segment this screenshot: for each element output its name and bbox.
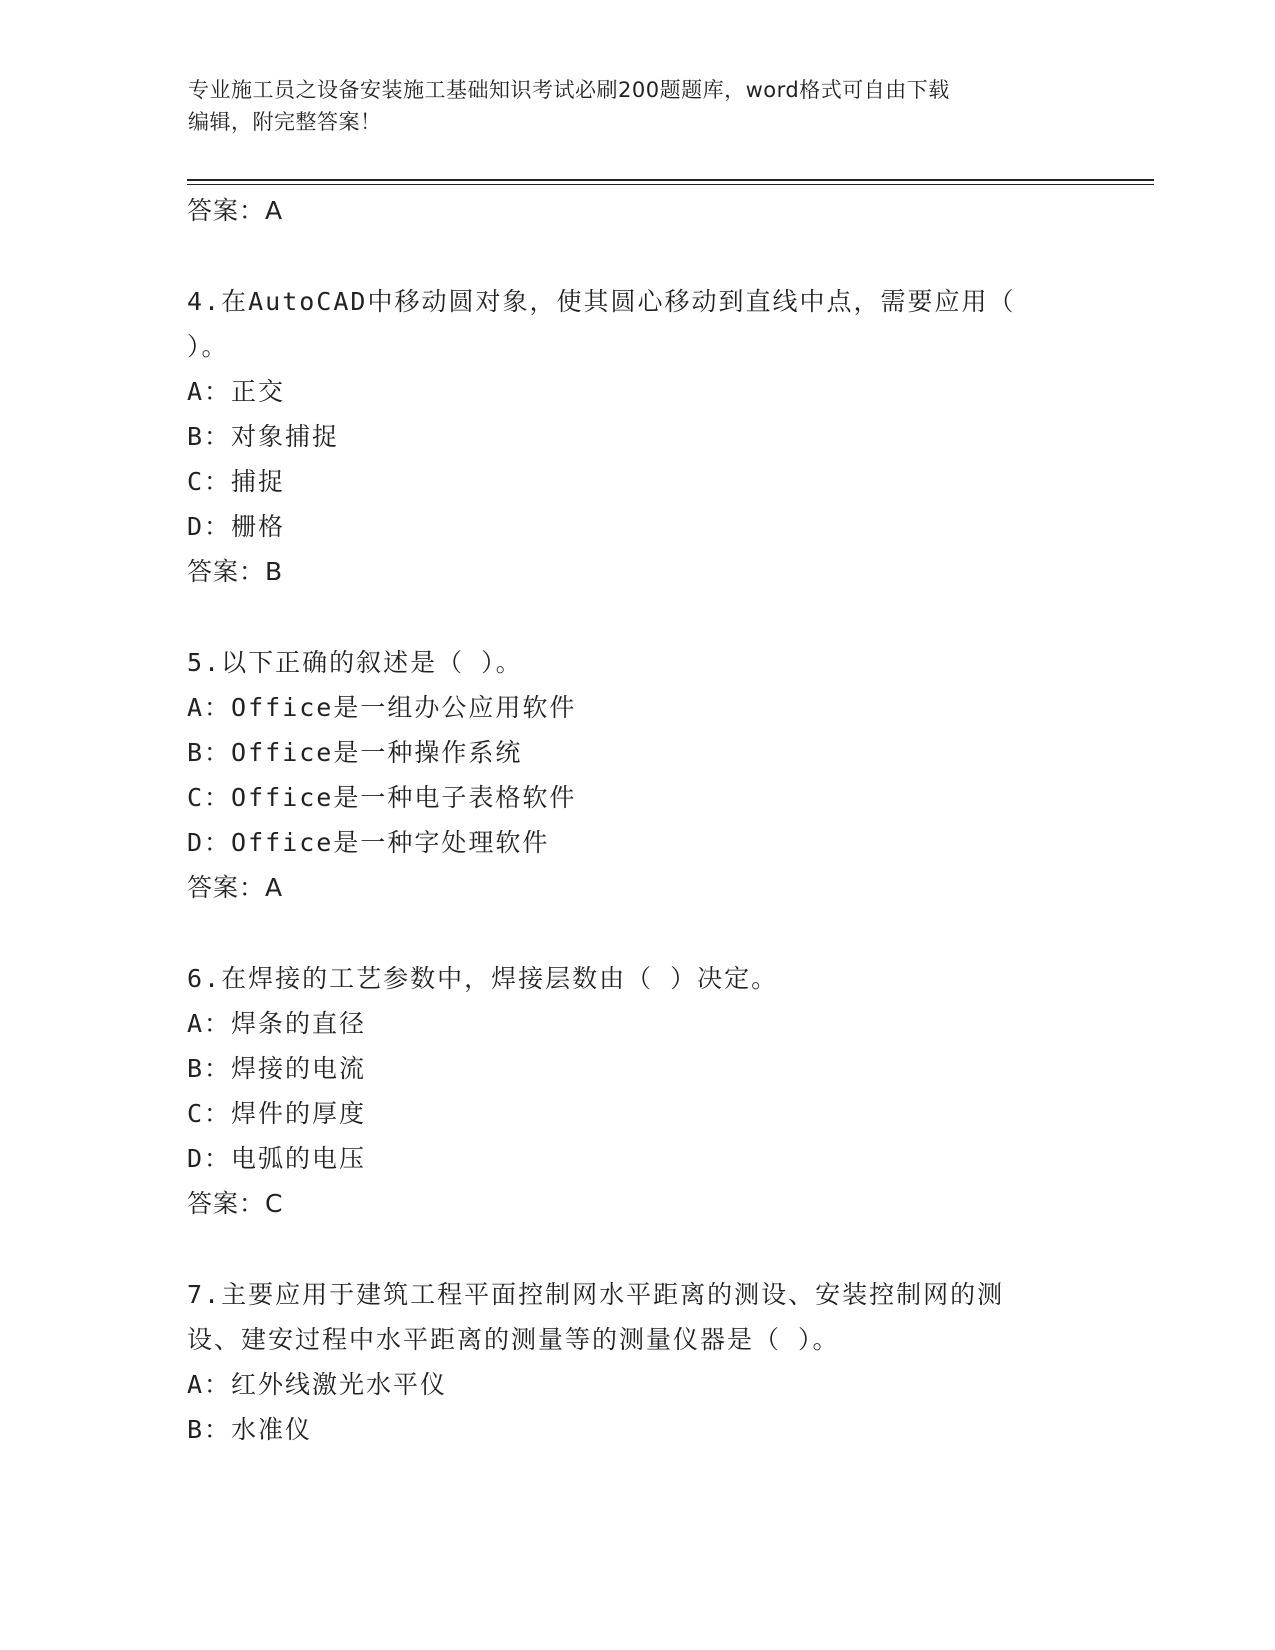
option-c: C：焊件的厚度 — [187, 1099, 367, 1128]
question-5 — [187, 640, 1087, 910]
document-header — [188, 74, 1068, 138]
option-a: A：正交 — [187, 377, 286, 406]
question-7 — [187, 1272, 1087, 1452]
option-d: D：栅格 — [187, 512, 286, 541]
previous-answer: 答案：A — [187, 196, 284, 225]
option-a: A：红外线激光水平仪 — [187, 1370, 448, 1399]
option-c: C：Office是一种电子表格软件 — [187, 783, 577, 812]
question-stem-line: 7.主要应用于建筑工程平面控制网水平距离的测设、安装控制网的测 — [187, 1280, 1005, 1309]
header-line-1: 专业施工员之设备安装施工基础知识考试必刷200题题库，word格式可自由下载 — [188, 78, 950, 102]
question-stem-line: 设、建安过程中水平距离的测量等的测量仪器是（ ）。 — [187, 1325, 840, 1354]
option-d: D：Office是一种字处理软件 — [187, 828, 550, 857]
option-b: B：焊接的电流 — [187, 1054, 367, 1083]
option-d: D：电弧的电压 — [187, 1144, 367, 1173]
question-list — [187, 188, 1087, 1452]
answer: 答案：A — [187, 873, 284, 902]
question-stem-line: ）。 — [187, 332, 229, 361]
option-b: B：水准仪 — [187, 1415, 313, 1444]
question-stem-line: 6.在焊接的工艺参数中，焊接层数由（ ）决定。 — [187, 964, 779, 993]
question-6 — [187, 956, 1087, 1226]
question-4 — [187, 279, 1087, 594]
header-line-2: 编辑，附完整答案！ — [188, 110, 382, 134]
header-divider-thick — [187, 179, 1154, 181]
option-b: B：对象捕捉 — [187, 422, 340, 451]
answer: 答案：C — [187, 1189, 284, 1218]
question-stem-line: 5.以下正确的叙述是（ ）。 — [187, 648, 523, 677]
option-a: A：焊条的直径 — [187, 1009, 367, 1038]
option-b: B：Office是一种操作系统 — [187, 738, 523, 767]
question-stem-line: 4.在AutoCAD中移动圆对象，使其圆心移动到直线中点，需要应用（ — [187, 287, 1016, 316]
option-c: C：捕捉 — [187, 467, 286, 496]
answer: 答案：B — [187, 557, 284, 586]
option-a: A：Office是一组办公应用软件 — [187, 693, 577, 722]
header-divider-thin — [187, 184, 1154, 185]
